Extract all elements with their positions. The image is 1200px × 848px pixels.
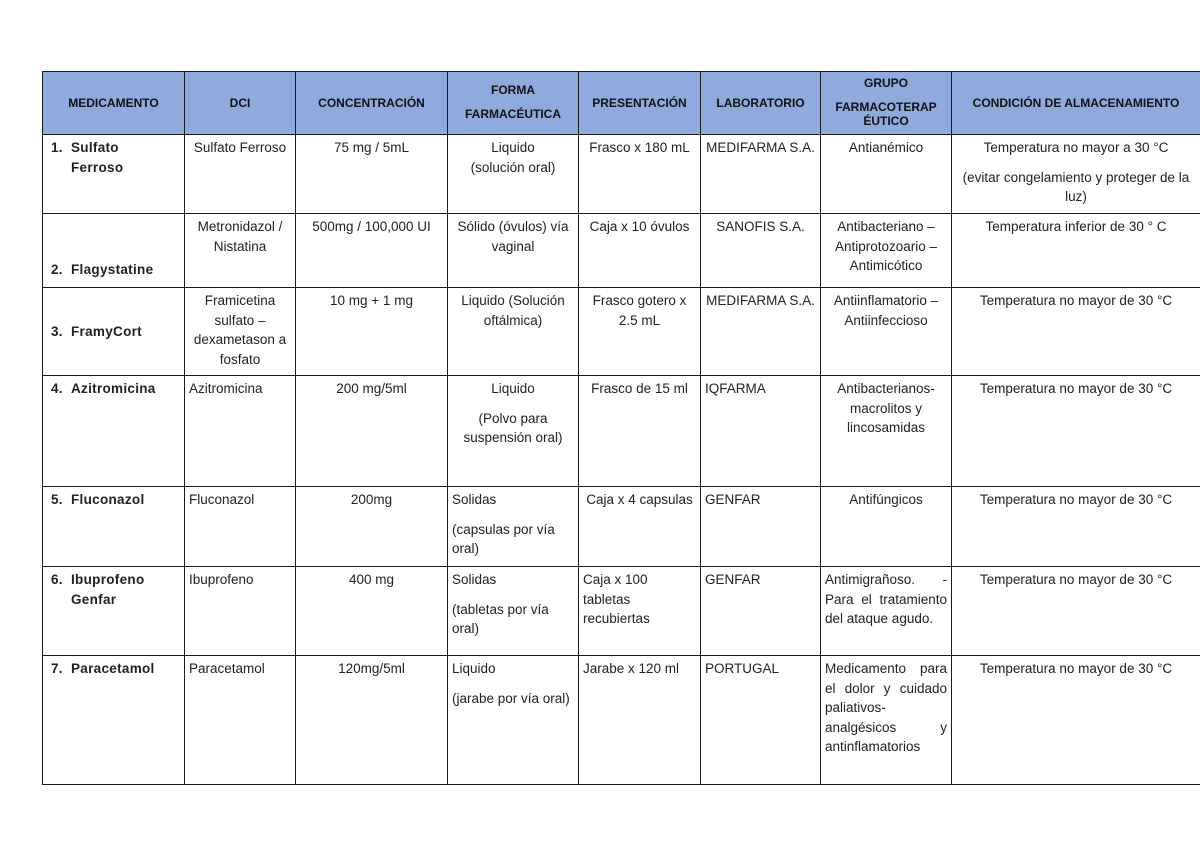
forma-line2: (solución oral) — [470, 159, 556, 175]
cell-forma — [448, 214, 579, 288]
row-number: 4. — [51, 381, 63, 396]
cell-medicamento — [43, 376, 185, 487]
cell-presentacion: Frasco de 15 ml — [579, 376, 701, 487]
forma-line2: (Polvo para suspensión oral) — [463, 410, 563, 445]
medications-table — [42, 71, 1200, 785]
medicamento-name-line2: Ferroso — [71, 159, 124, 175]
cell-dci: Metronidazol / Nistatina — [185, 214, 296, 288]
header-grupo-farmacoterapeutico — [821, 72, 952, 135]
header-forma-farmaceutica — [448, 72, 579, 135]
cell-grupo: Antianémico — [821, 135, 952, 214]
cell-presentacion: Caja x 10 óvulos — [579, 214, 701, 288]
cell-condicion — [952, 288, 1200, 376]
row-number: 7. — [51, 661, 63, 676]
cell-laboratorio: PORTUGAL — [701, 656, 821, 785]
header-dci: DCI — [185, 72, 296, 135]
cell-grupo: Antifúngicos — [821, 487, 952, 567]
header-forma-line2: FARMACÉUTICA — [465, 107, 561, 121]
condicion-line1: Temperatura no mayor de 30 °C — [979, 661, 1173, 676]
table-header-row — [43, 72, 1200, 135]
condicion-line1: Temperatura inferior de 30 ° C — [985, 219, 1167, 234]
cell-grupo: Antimigrañoso. -Para el tratamiento del ataque agudo. — [821, 567, 952, 656]
cell-laboratorio: MEDIFARMA S.A. — [701, 288, 821, 376]
forma-line1: Liquido (Solución oftálmica) — [461, 293, 565, 328]
condicion-line1: Temperatura no mayor de 30 °C — [979, 572, 1173, 587]
cell-presentacion: Frasco gotero x 2.5 mL — [579, 288, 701, 376]
medicamento-name-line2: Genfar — [71, 591, 117, 607]
forma-line1: Liquido — [452, 661, 496, 676]
cell-forma — [448, 487, 579, 567]
cell-grupo: Antibacterianos- macrolitos y lincosamidas — [821, 376, 952, 487]
cell-grupo: Medicamento para el dolor y cuidado paliativos- analgésicos y antinflamatorios — [821, 656, 952, 785]
cell-medicamento — [43, 656, 185, 785]
row-number: 3. — [51, 323, 63, 339]
medicamento-name: Fluconazol — [71, 492, 145, 507]
cell-grupo: Antiinflamatorio – Antiinfeccioso — [821, 288, 952, 376]
medicamento-name: Ibuprofeno — [71, 572, 145, 587]
cell-presentacion: Caja x 100 tabletas recubiertas — [579, 567, 701, 656]
cell-condicion — [952, 214, 1200, 288]
header-grupo-line2: FARMACOTERAP — [835, 100, 937, 114]
cell-condicion — [952, 135, 1200, 214]
condicion-line1: Temperatura no mayor a 30 °C — [983, 140, 1169, 155]
cell-presentacion: Frasco x 180 mL — [579, 135, 701, 214]
cell-concentracion: 10 mg + 1 mg — [296, 288, 448, 376]
table-row — [43, 288, 1200, 376]
header-condicion-almacenamiento: CONDICIÓN DE ALMACENAMIENTO — [952, 72, 1200, 135]
cell-medicamento — [43, 214, 185, 288]
cell-concentracion: 400 mg — [296, 567, 448, 656]
cell-presentacion: Caja x 4 capsulas — [579, 487, 701, 567]
cell-laboratorio: GENFAR — [701, 567, 821, 656]
forma-line1: Liquido — [491, 381, 535, 396]
cell-medicamento — [43, 288, 185, 376]
row-number: 2. — [51, 261, 63, 277]
cell-concentracion: 200 mg/5ml — [296, 376, 448, 487]
header-grupo-line3: ÉUTICO — [863, 114, 909, 128]
table-row — [43, 376, 1200, 487]
table-row — [43, 487, 1200, 567]
condicion-line2: (evitar congelamiento y proteger de la luz) — [962, 169, 1190, 204]
cell-medicamento — [43, 135, 185, 214]
cell-dci: Ibuprofeno — [185, 567, 296, 656]
cell-dci: Paracetamol — [185, 656, 296, 785]
cell-laboratorio: MEDIFARMA S.A. — [701, 135, 821, 214]
table-row — [43, 656, 1200, 785]
cell-dci: Azitromicina — [185, 376, 296, 487]
cell-forma — [448, 376, 579, 487]
cell-forma — [448, 656, 579, 785]
cell-condicion — [952, 567, 1200, 656]
cell-condicion — [952, 376, 1200, 487]
forma-line2: (tabletas por vía oral) — [452, 601, 549, 636]
header-laboratorio: LABORATORIO — [701, 72, 821, 135]
cell-concentracion: 75 mg / 5mL — [296, 135, 448, 214]
header-medicamento: MEDICAMENTO — [43, 72, 185, 135]
cell-forma — [448, 567, 579, 656]
header-presentacion: PRESENTACIÓN — [579, 72, 701, 135]
header-forma-line1: FORMA — [491, 83, 535, 97]
forma-line1: Solidas — [452, 492, 497, 507]
cell-dci: Fluconazol — [185, 487, 296, 567]
row-number: 1. — [51, 140, 63, 155]
cell-dci: Sulfato Ferroso — [185, 135, 296, 214]
cell-concentracion: 200mg — [296, 487, 448, 567]
table-row — [43, 567, 1200, 656]
condicion-line1: Temperatura no mayor de 30 °C — [979, 293, 1173, 308]
cell-medicamento — [43, 487, 185, 567]
medicamento-name: Sulfato — [71, 140, 119, 155]
cell-condicion — [952, 656, 1200, 785]
cell-medicamento — [43, 567, 185, 656]
table-row — [43, 135, 1200, 214]
header-grupo-line1: GRUPO — [863, 76, 908, 90]
forma-line2: (capsulas por vía oral) — [452, 521, 555, 556]
condicion-line1: Temperatura no mayor de 30 °C — [979, 492, 1173, 507]
cell-laboratorio: IQFARMA — [701, 376, 821, 487]
cell-grupo: Antibacteriano – Antiprotozoario – Antimicótico — [821, 214, 952, 288]
cell-condicion — [952, 487, 1200, 567]
cell-dci: Framicetina sulfato – dexametason a fosfato — [185, 288, 296, 376]
cell-forma — [448, 288, 579, 376]
condicion-line1: Temperatura no mayor de 30 °C — [979, 381, 1173, 396]
table-row — [43, 214, 1200, 288]
row-number: 5. — [51, 492, 63, 507]
medicamento-name: FramyCort — [71, 323, 142, 339]
cell-forma — [448, 135, 579, 214]
cell-concentracion: 120mg/5ml — [296, 656, 448, 785]
forma-line1: Liquido — [491, 140, 535, 155]
cell-laboratorio: GENFAR — [701, 487, 821, 567]
forma-line1: Solidas — [452, 572, 497, 587]
forma-line2: (jarabe por vía oral) — [452, 690, 570, 706]
cell-presentacion: Jarabe x 120 ml — [579, 656, 701, 785]
row-number: 6. — [51, 572, 63, 587]
forma-line1: Sólido (óvulos) vía vaginal — [457, 219, 569, 254]
cell-concentracion: 500mg / 100,000 UI — [296, 214, 448, 288]
cell-laboratorio: SANOFIS S.A. — [701, 214, 821, 288]
header-concentracion: CONCENTRACIÓN — [296, 72, 448, 135]
medicamento-name: Paracetamol — [71, 661, 155, 676]
medicamento-name: Flagystatine — [71, 261, 154, 277]
medicamento-name: Azitromicina — [71, 381, 156, 396]
